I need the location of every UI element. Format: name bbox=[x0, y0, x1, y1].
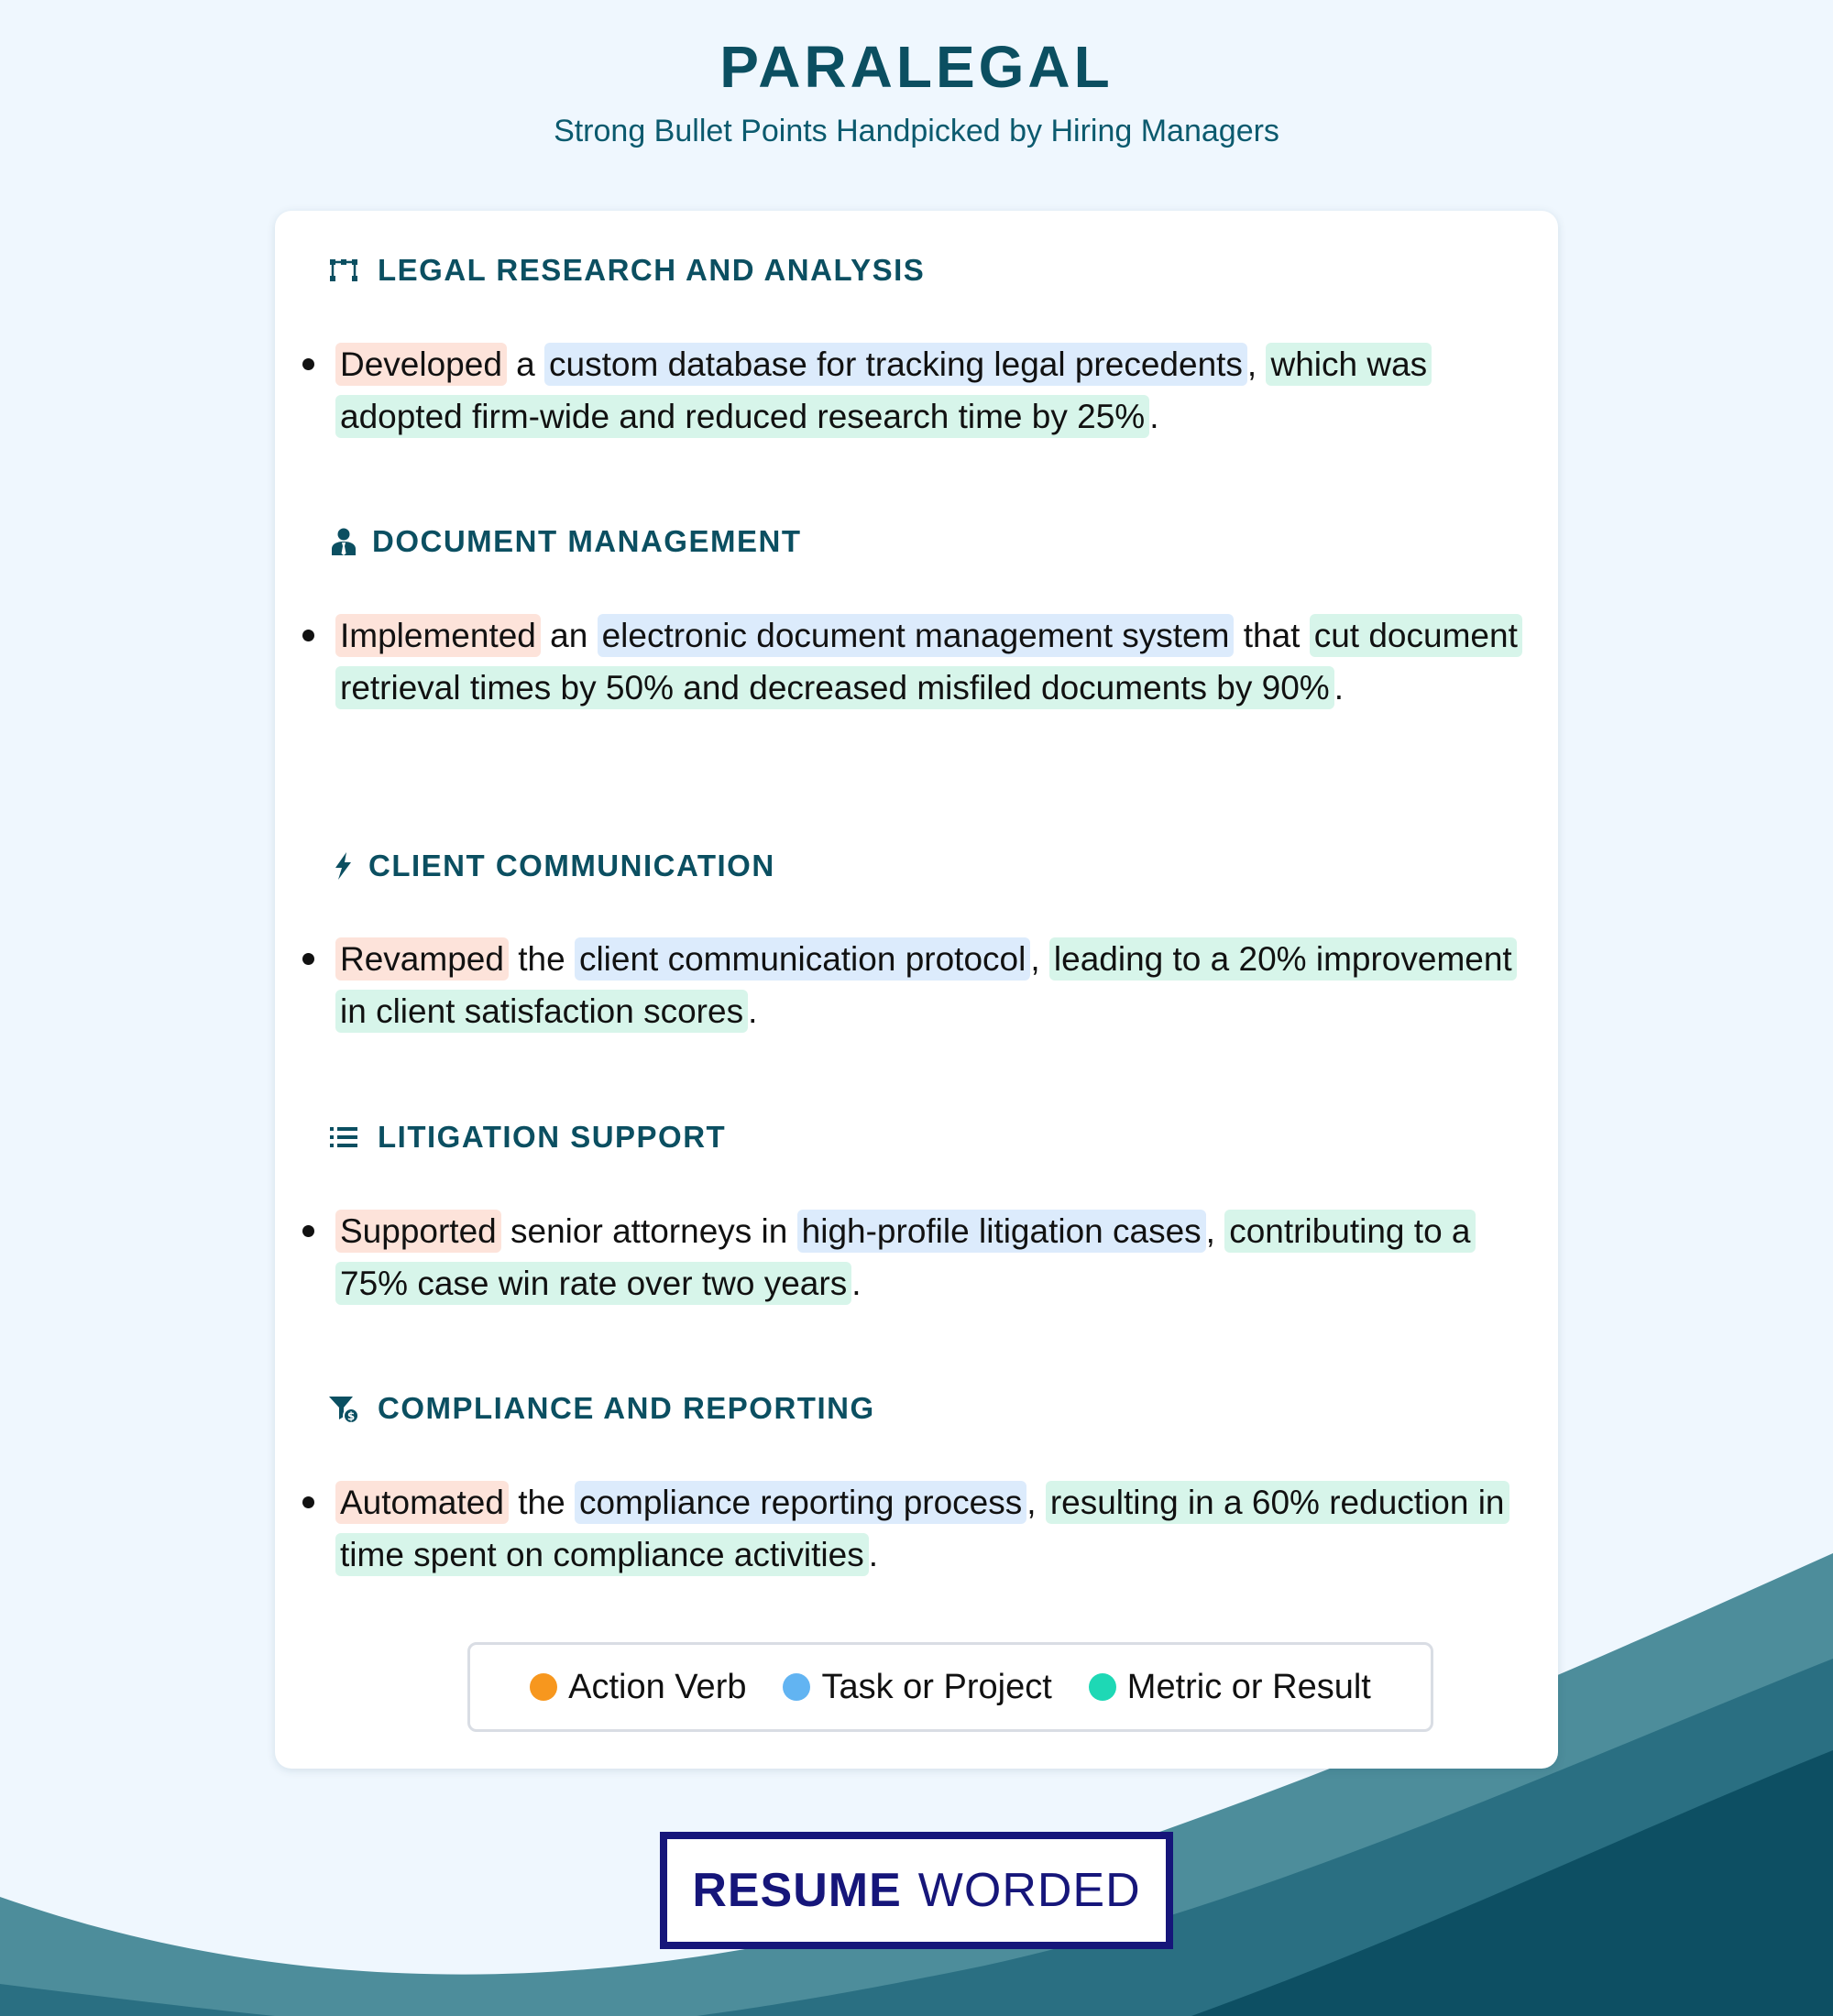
action-verb: Revamped bbox=[335, 937, 509, 981]
legend-item-metric-or-result bbox=[1089, 1668, 1371, 1707]
action-verb: Implemented bbox=[335, 614, 541, 657]
action-verb: Automated bbox=[335, 1481, 509, 1524]
action-verb: Supported bbox=[335, 1210, 501, 1253]
task-or-project: electronic document management system bbox=[598, 614, 1235, 657]
funnel-dollar-icon bbox=[328, 1393, 359, 1424]
bullet-connector: . bbox=[868, 1536, 878, 1573]
bullet-connector: a bbox=[506, 345, 545, 383]
bullet-connector: an bbox=[540, 617, 598, 654]
lightning-icon bbox=[328, 850, 359, 882]
bullet-connector: that bbox=[1234, 617, 1310, 654]
svg-text:$: $ bbox=[346, 1409, 356, 1423]
task-or-project: compliance reporting process bbox=[575, 1481, 1026, 1524]
bullet-connector: the bbox=[508, 940, 575, 978]
bullet-dot bbox=[302, 1496, 314, 1508]
section-heading-client-communication bbox=[328, 848, 775, 884]
legend-item-task-or-project bbox=[783, 1668, 1051, 1707]
logo-text-light: WORDED bbox=[917, 1864, 1141, 1917]
legend bbox=[467, 1642, 1433, 1732]
bullet-connector: senior attorneys in bbox=[500, 1212, 797, 1250]
section-title: COMPLIANCE AND REPORTING bbox=[378, 1391, 875, 1425]
metric-or-result: resulting in a 60% reduction in time spent on compliance activities bbox=[335, 1481, 1509, 1576]
bullet-connector: . bbox=[748, 992, 758, 1030]
bullet-connector: . bbox=[851, 1265, 862, 1302]
bullet-dot bbox=[302, 953, 314, 965]
section-heading-compliance-reporting bbox=[328, 1390, 875, 1427]
bullet-connector: , bbox=[1026, 1484, 1046, 1521]
bullet-connector: , bbox=[1030, 940, 1049, 978]
bullet-connector: . bbox=[1149, 398, 1159, 435]
bullet-text bbox=[302, 1476, 1531, 1581]
metric-or-result: cut document retrieval times by 50% and decreased misfiled documents by 90% bbox=[335, 614, 1522, 709]
bullet-connector: , bbox=[1246, 345, 1267, 383]
legend-dot-blue bbox=[783, 1673, 810, 1701]
metric-or-result: which was adopted firm-wide and reduced research time by 25% bbox=[335, 343, 1432, 438]
bullet-connector: , bbox=[1205, 1212, 1225, 1250]
legend-item-action-verb bbox=[530, 1668, 746, 1707]
bullet-point bbox=[302, 933, 1531, 1037]
bullet-point bbox=[302, 1205, 1531, 1309]
section-title: LEGAL RESEARCH AND ANALYSIS bbox=[378, 253, 926, 287]
legend-dot-teal bbox=[1089, 1673, 1116, 1701]
bullet-dot bbox=[302, 358, 314, 370]
legend-label: Metric or Result bbox=[1126, 1667, 1371, 1706]
section-heading-legal-research bbox=[328, 252, 925, 289]
metric-or-result: contributing to a 75% case win rate over two years bbox=[335, 1210, 1476, 1305]
bullet-point bbox=[302, 1476, 1531, 1581]
section-title: LITIGATION SUPPORT bbox=[378, 1120, 727, 1154]
action-verb: Developed bbox=[335, 343, 507, 386]
legend-label: Task or Project bbox=[821, 1667, 1052, 1706]
bullet-points-card bbox=[275, 211, 1558, 1769]
bullet-connector: the bbox=[508, 1484, 575, 1521]
task-or-project: custom database for tracking legal precedents bbox=[544, 343, 1247, 386]
bullet-dot bbox=[302, 630, 314, 641]
page-subtitle: Strong Bullet Points Handpicked by Hiring Managers bbox=[554, 114, 1279, 148]
bullet-point bbox=[302, 338, 1531, 443]
metric-or-result: leading to a 20% improvement in client satisfaction scores bbox=[335, 937, 1517, 1033]
bullet-text bbox=[302, 933, 1531, 1037]
legend-label: Action Verb bbox=[568, 1667, 747, 1706]
bullet-point bbox=[302, 609, 1531, 714]
logo-text-bold: RESUME bbox=[692, 1864, 902, 1917]
section-heading-litigation-support bbox=[328, 1119, 726, 1156]
bullet-dot bbox=[302, 1225, 314, 1237]
bullet-text bbox=[302, 1205, 1531, 1309]
page-title: PARALEGAL bbox=[719, 34, 1114, 100]
nodes-icon bbox=[328, 255, 359, 286]
task-or-project: high-profile litigation cases bbox=[797, 1210, 1206, 1253]
person-tie-icon bbox=[328, 526, 359, 557]
bullet-text bbox=[302, 609, 1531, 714]
section-title: CLIENT COMMUNICATION bbox=[368, 849, 775, 882]
list-icon bbox=[328, 1122, 359, 1153]
section-heading-document-management bbox=[328, 523, 801, 560]
resume-worded-logo[interactable] bbox=[660, 1832, 1173, 1949]
bullet-text bbox=[302, 338, 1531, 443]
legend-dot-orange bbox=[530, 1673, 557, 1701]
bullet-connector: . bbox=[1334, 669, 1344, 707]
section-title: DOCUMENT MANAGEMENT bbox=[372, 524, 802, 558]
task-or-project: client communication protocol bbox=[575, 937, 1030, 981]
